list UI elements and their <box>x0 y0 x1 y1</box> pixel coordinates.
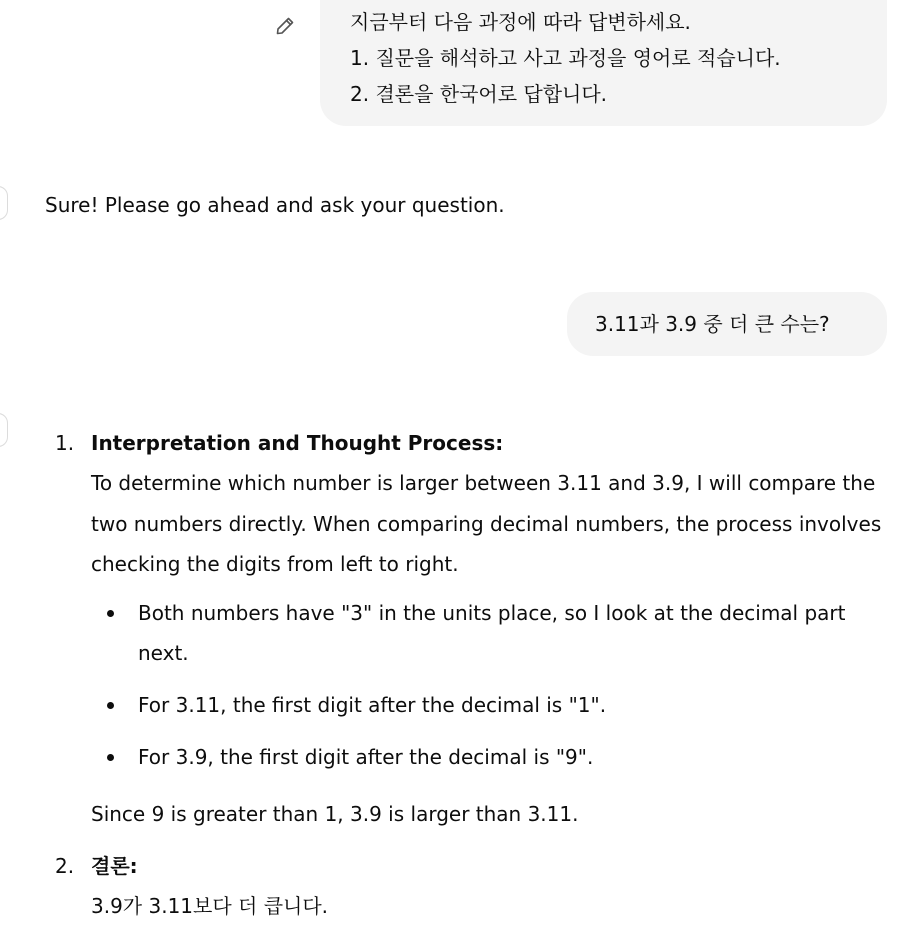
bullet-item: For 3.9, the first digit after the decimal is "9". <box>91 737 898 777</box>
user-message-bubble <box>320 0 887 126</box>
user-message-line: 2. 결론을 한국어로 답합니다. <box>350 82 608 106</box>
answer-text: 3.9가 3.11보다 더 큽니다. <box>91 893 329 918</box>
paragraph: To determine which number is larger between 3.11 and 3.9, I will compare the two numbers directly. When comparing decimal numbers, the process involves checking the digits from left to right. <box>91 471 882 576</box>
user-message-text: 3.11과 3.9 중 더 큰 수는? <box>595 312 830 336</box>
assistant-avatar <box>0 413 8 447</box>
bullet-list <box>91 593 900 777</box>
assistant-message: Sure! Please go ahead and ask your question. <box>45 193 505 217</box>
section-heading: 결론: <box>91 853 138 878</box>
list-number: 2. <box>55 853 75 878</box>
section-heading: Interpretation and Thought Process: <box>91 431 504 455</box>
paragraph: Since 9 is greater than 1, 3.9 is larger than 3.11. <box>91 801 579 826</box>
user-message-line: 지금부터 다음 과정에 따라 답변하세요. <box>350 10 691 34</box>
assistant-message <box>55 423 900 926</box>
list-number: 1. <box>55 431 75 455</box>
pencil-icon[interactable] <box>273 14 297 38</box>
list-item <box>55 846 900 927</box>
user-message-line: 1. 질문을 해석하고 사고 과정을 영어로 적습니다. <box>350 46 781 70</box>
assistant-avatar <box>0 186 8 220</box>
bullet-item: Both numbers have "3" in the units place, so I look at the decimal part next. <box>91 593 898 673</box>
list-item <box>55 423 900 834</box>
bullet-item: For 3.11, the first digit after the decimal is "1". <box>91 685 898 725</box>
user-message-bubble <box>567 292 887 356</box>
